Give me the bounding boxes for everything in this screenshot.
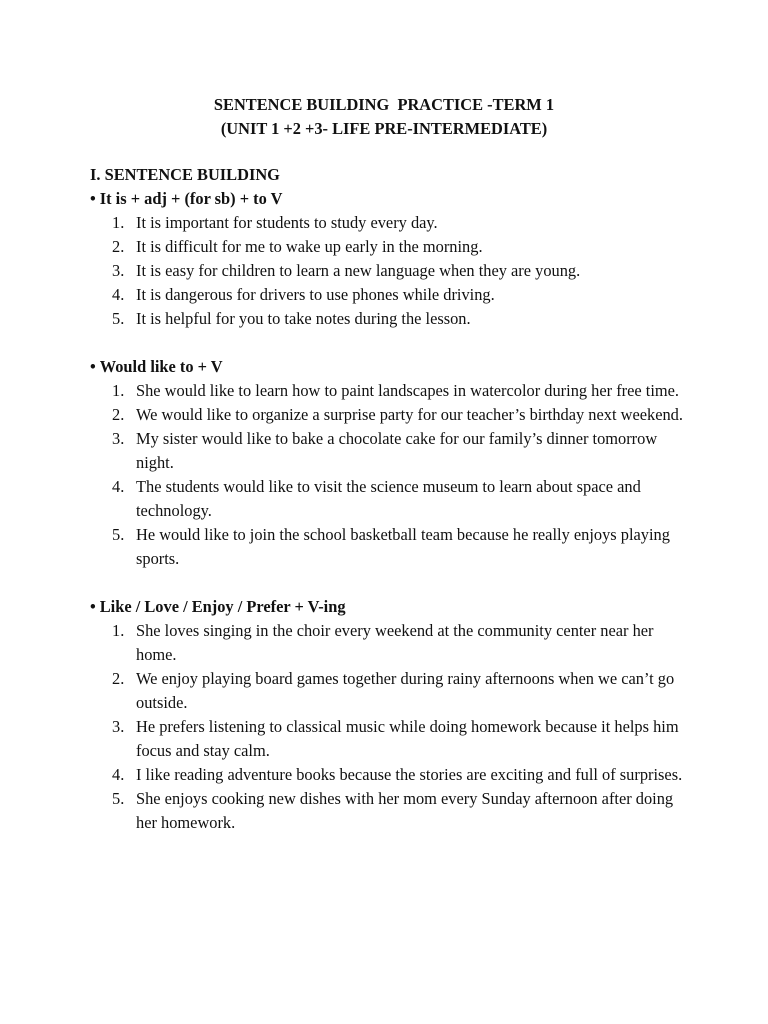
item-number: 4.	[112, 765, 125, 784]
item-number: 1.	[112, 213, 125, 232]
item-number: 3.	[112, 717, 125, 736]
list-item	[90, 763, 690, 787]
item-number: 2.	[112, 669, 125, 688]
item-number: 5.	[112, 789, 125, 808]
list-item	[90, 667, 690, 715]
item-number: 1.	[112, 381, 125, 400]
item-text: We enjoy playing board games together during rainy afternoons when we can’t go outside.	[136, 669, 675, 712]
document-body	[90, 163, 690, 835]
group-label: Would like to + V	[99, 357, 223, 376]
item-text: It is important for students to study every day.	[136, 213, 438, 232]
item-number: 4.	[112, 477, 125, 496]
list-item	[90, 307, 690, 331]
sentence-list	[90, 619, 690, 835]
list-item	[90, 259, 690, 283]
item-number: 4.	[112, 285, 125, 304]
item-text: We would like to organize a surprise party for our teacher’s birthday next weekend.	[136, 405, 683, 424]
document-title	[0, 93, 768, 141]
section-heading: I. SENTENCE BUILDING	[90, 165, 280, 184]
item-text: My sister would like to bake a chocolate cake for our family’s dinner tomorrow night.	[136, 429, 658, 472]
item-text: It is difficult for me to wake up early in the morning.	[136, 237, 483, 256]
item-text: She loves singing in the choir every weekend at the community center near her home.	[136, 621, 654, 664]
item-number: 5.	[112, 309, 125, 328]
item-number: 1.	[112, 621, 125, 640]
item-number: 2.	[112, 237, 125, 256]
group-heading-would-like	[90, 355, 690, 379]
item-number: 2.	[112, 405, 125, 424]
spacer	[90, 571, 690, 595]
list-item	[90, 523, 690, 571]
group-heading-it-is	[90, 187, 690, 211]
bullet-icon: •	[90, 597, 96, 616]
item-text: It is easy for children to learn a new language when they are young.	[136, 261, 581, 280]
bullet-icon: •	[90, 189, 96, 208]
title-line-2: (UNIT 1 +2 +3- LIFE PRE-INTERMEDIATE)	[220, 119, 548, 138]
group-heading-like-love	[90, 595, 690, 619]
list-item	[90, 475, 690, 523]
item-number: 3.	[112, 429, 125, 448]
title-line-1: SENTENCE BUILDING PRACTICE -TERM 1	[213, 95, 555, 114]
bullet-icon: •	[90, 357, 96, 376]
list-item	[90, 283, 690, 307]
list-item	[90, 235, 690, 259]
item-number: 5.	[112, 525, 125, 544]
sentence-list	[90, 211, 690, 331]
list-item	[90, 715, 690, 763]
group-label: It is + adj + (for sb) + to V	[99, 189, 283, 208]
item-text: It is helpful for you to take notes during the lesson.	[136, 309, 471, 328]
sentence-list	[90, 379, 690, 571]
item-text: He prefers listening to classical music while doing homework because it helps him focus and stay calm.	[136, 717, 679, 760]
item-text: It is dangerous for drivers to use phones while driving.	[136, 285, 495, 304]
item-text: The students would like to visit the science museum to learn about space and technology.	[136, 477, 641, 520]
item-text: She would like to learn how to paint landscapes in watercolor during her free time.	[136, 381, 680, 400]
list-item	[90, 379, 690, 403]
list-item	[90, 211, 690, 235]
list-item	[90, 619, 690, 667]
item-number: 3.	[112, 261, 125, 280]
list-item	[90, 427, 690, 475]
item-text: I like reading adventure books because the stories are exciting and full of surprises.	[136, 765, 683, 784]
group-label: Like / Love / Enjoy / Prefer + V-ing	[99, 597, 346, 616]
item-text: He would like to join the school basketball team because he really enjoys playing sports.	[136, 525, 670, 568]
list-item	[90, 403, 690, 427]
list-item	[90, 787, 690, 835]
spacer	[90, 331, 690, 355]
item-text: She enjoys cooking new dishes with her mom every Sunday afternoon after doing her homework.	[136, 789, 674, 832]
